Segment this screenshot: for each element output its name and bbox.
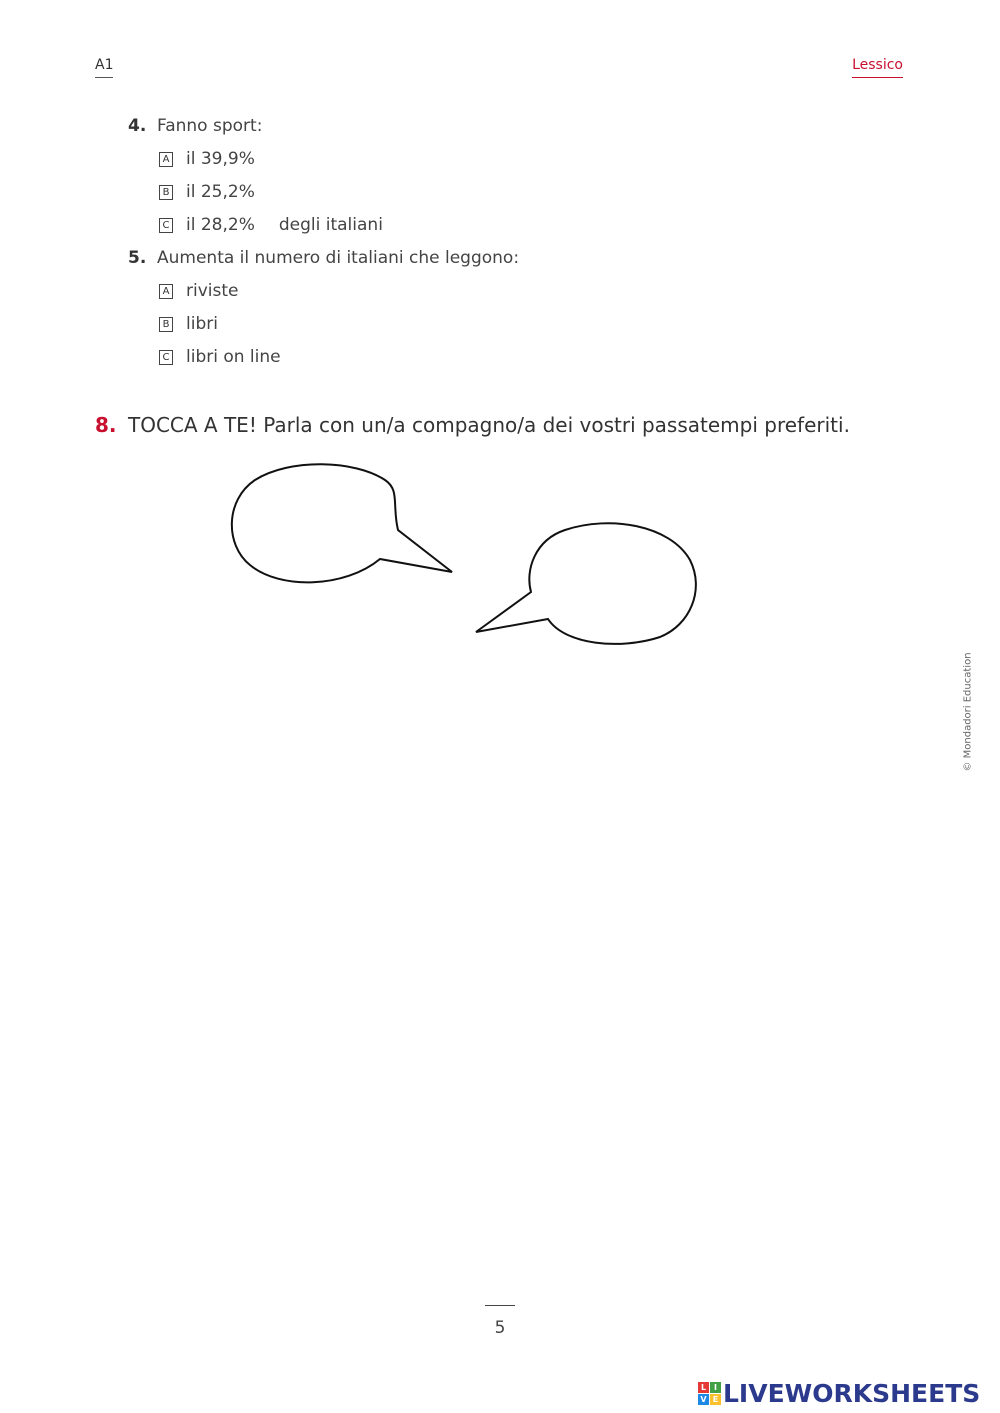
brand-name: LIVEWORKSHEETS: [723, 1379, 981, 1408]
speech-bubble-left: [232, 464, 452, 582]
option-text: il 25,2%: [186, 182, 255, 202]
checkbox-c[interactable]: C: [159, 218, 173, 233]
option-text: libri on line: [186, 347, 281, 367]
question-text: Fanno sport:: [157, 116, 263, 136]
checkbox-a[interactable]: A: [159, 284, 173, 299]
question-number: 5.: [128, 248, 147, 268]
question-number: 4.: [128, 116, 147, 136]
section-label: Lessico: [852, 57, 903, 78]
checkbox-c[interactable]: C: [159, 350, 173, 365]
option-text: riviste: [186, 281, 239, 301]
page-number: 5: [494, 1318, 506, 1338]
page-number-rule: [485, 1305, 515, 1306]
exercise-number: 8.: [95, 413, 117, 437]
option-text: libri: [186, 314, 218, 334]
liveworksheets-logo[interactable]: [698, 1379, 980, 1408]
option-text: il 39,9%: [186, 149, 255, 169]
option-text: il 28,2%: [186, 215, 255, 235]
option-suffix: degli italiani: [278, 215, 383, 235]
checkbox-a[interactable]: A: [159, 152, 173, 167]
logo-blocks-icon: L I V E: [698, 1382, 721, 1405]
copyright-notice: © Mondadori Education: [962, 652, 974, 772]
speech-bubbles: [0, 0, 1000, 700]
question-text: Aumenta il numero di italiani che leggono:: [157, 248, 520, 268]
level-label: A1: [95, 57, 113, 78]
speech-bubble-right: [476, 523, 696, 644]
exercise-instruction: TOCCA A TE! Parla con un/a compagno/a dei vostri passatempi preferiti.: [128, 413, 850, 437]
checkbox-b[interactable]: B: [159, 185, 173, 200]
checkbox-b[interactable]: B: [159, 317, 173, 332]
